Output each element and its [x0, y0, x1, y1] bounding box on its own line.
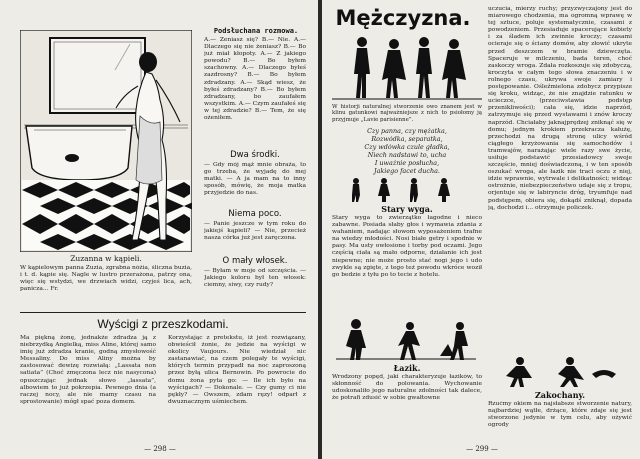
- column-title: Podsłuchana rozmowa.: [213, 27, 299, 35]
- zakochany-text: Rzućmy okiem na najsłabsze stworzenie natury, najbardziej wątłe, drżące, które zdaje się jest stworzone jedynie w tym celu, aby ożywić ogrody: [488, 401, 632, 429]
- right-page-number: — 299 —: [466, 445, 498, 453]
- story2-title: Wyścigi z przeszkodami.: [97, 317, 229, 331]
- bathing-illustration: [20, 30, 192, 252]
- stary-text: Stary wyga to zwierzątko łagodne i nieco zabawne. Posiada słaby głos i wymawia zdania z wahaniem, nadając słowom wyposażeniem trafne na wiedzy młodości. Nosi białe getry i spodnie w pasy. Ma usty owłosione i torby pod oczami. Jego częścią ciała są mało odporne, działanie ich jest niepewne; nie może prosto stać nogi jego i udo zwykle są zgięte, z tego też powodu wkróce woził go bedzie z tyłu po to tecie z hotelu.: [332, 215, 482, 278]
- col2-text: uczucia, mierzy ruchy; przyzwyczajony jest do miarowego chodzenia, ma ogromną wprawę w tej sztuce, poluje systematycznie, czasami z powodzeniem. Przesiaduje spacerujące kobiety i za śladem ich zwinnie kroczy; czasami ocieraje się o ściany domów, aby złowić ukryte przed deszczem w bramie dziewczęta. Spaceruje w milczeniu, bada teren, choć zaskoczy wroga. Zdała rozkoszuje się zdobyczą, kroczyta w całym tego słowa znaczeniu i w rolnego czasu, ukrywa swoje zamiary i postępowanie. Ośleźmielona zdobycz przypisze się kroku, widząc, że nie znajdzie ratunku w ucieczce, (przeciwstawia podstęp przenikliwości); cała się, idzie naprzód, zatrzymuje się przed wystawami i znów kroczy naprzód. Chciałaby jaknajprędzej zniknąć się w domu; jednym krokiem przekracza kałużę, przechodzi na drugą stronę ulicy wśród ciągłego krzyżowania się samochodów i tramwajów, narażając wiele razy swe życie, usiłuje podstawić przesiadowcy swoje szczęście, mniej doświadczoną, i w ten sposób oszukać wroga, ale łazik nie traci oczu z niej, idzie wprawnie, wytrwale i delikatności; widząc ostrożnie, niebezpieczeństwo udaje się z tropu, orjentuje się w labiryncie dróg, tryumfuje nad podstępem, obiera się, dokądś zniknął, dopada ją, dochodzi i... otrzymuje policzek.: [488, 6, 632, 211]
- zakochany-title: Zakochany.: [534, 390, 586, 400]
- section4-text: — Byłam w moje od szczęścia. — Jakiego koloru był ten włosek: ciemny, siwy, czy rudy?: [204, 268, 306, 289]
- page-title: Mężczyzna.: [335, 6, 471, 30]
- poem-line: I uważnie posłucha,: [374, 160, 440, 167]
- zakochany-silhouettes: [492, 356, 628, 388]
- poem-line: Czy panna, czy mężatka,: [367, 128, 447, 135]
- stary-wyga-silhouettes: [344, 177, 470, 203]
- column-text: A.— Żeniasz się? B.— Nie. A.— Dlaczego się nie żeniasz? B.— Bo już miał kłopoty. A.— Z jakiego powodu? B.— Bo byłem szachowny. A.— Dlaczego byłeś zazdrosny? B.— Bo byłem zdradzany. A.— Skąd wiesz, że byłeś zdradzany? B.— Bo byłem zdradzany, bo zaufałem wszystkim. A.— Czym zaufałeś się w tej zdradzie? B.— Tem, że się ożeniłem.: [204, 37, 306, 122]
- poem: [332, 128, 482, 176]
- left-divider: [20, 312, 306, 313]
- section2-text: — Gdy mój mąż mnie obraża, to go trzeba, że wyjadę do mej matki. — A ja mam na to inny sposób, mówię, że moja matka przyjedzie do nas.: [204, 162, 306, 197]
- lazik-title: Łazik.: [393, 363, 421, 373]
- section3-text: — Panie jeszcze w tym roku do jakiejś kąpieli? — Nie, przecież nasza córka już jest zaręczona.: [204, 221, 306, 242]
- stary-title: Stary wyga.: [381, 204, 433, 214]
- poem-line: Czy wdówka czule gładka,: [364, 144, 450, 151]
- section2-title: Dwa środki.: [230, 150, 280, 160]
- poem-line: Niech nadstawi to, ucha: [367, 152, 447, 159]
- left-page-number: — 298 —: [144, 445, 176, 453]
- poem-line: Jakiego facet ducha.: [374, 168, 440, 175]
- story2-col2: Korzystając z pretekstu, iż jest rozwiązany, obwieścił żonie, że jedzie na wyścigi w okolicy Vaujours. Nie wiedział nic zastanawiać, na czem polegały te wyścigi, których termin przypadł na noc zaproszoną przez byłą ulica Bernowin. Po powrocie do domu żona pyta go: — Ile ich było na wyścigach? — Dokonale. — Czy gumy ci nie pękły? — Owszem, zdam ręzy! odparł z dwuznacznym uśmiechem.: [168, 335, 306, 405]
- left-page: [0, 0, 318, 459]
- silhouette-figures-top: [332, 34, 482, 100]
- right-page: [322, 0, 640, 459]
- intro-text: W historji naturalnej stworzenie owo znanem jest w klinu gatunkowi najważniejsze z nich to psiołomy ją przyjmuje „Lavie parisienne”.: [332, 104, 482, 123]
- lazik-silhouettes: [336, 316, 476, 360]
- poem-line: Rozwódka, separatka,: [371, 136, 443, 143]
- story2-col1: Ma piękną żonę, jednakże zdradza ją z niebrzydką Angielką, miss Aline, której samo imię już zdradza kranie, godną zmysłowość Messaliny. Do miss Aliny można by zastosować dewizę rozwiałą: „Lassata non satiata” (Choć zmęczona lecz nie nasycona) opuszczając jednak słowo „lassata”, albowiem to już pokrzepia. Pewnego dnia (a raczej nocy, ale nie mamy czasu na sprostowanie) mógł spać poza domem.: [20, 335, 156, 405]
- story1-text: W kąpielowym panna Zuzia, zgrabna nóżia, śliczna buzia, i t. d. kąpie się. Nagle w lustro przerażona, patrzy ona, więc się wstydzi, we drzwiach widzi, czyjeś lica, ach, panicza... Fr.: [20, 265, 192, 293]
- section4-title: O mały włosek.: [222, 256, 288, 266]
- illustration-caption: Zuzanna w kąpieli.: [70, 254, 142, 263]
- lazik-text: Wrodzony popęd, jaki charakteryzuje łazików, to skłonność do polowania. Wychowanie udoskonaliło jego naturalne zdolności tak dalece, że potrafi zdusić w sobie gwałtowne: [332, 374, 482, 402]
- section3-title: Niema poco.: [228, 209, 282, 219]
